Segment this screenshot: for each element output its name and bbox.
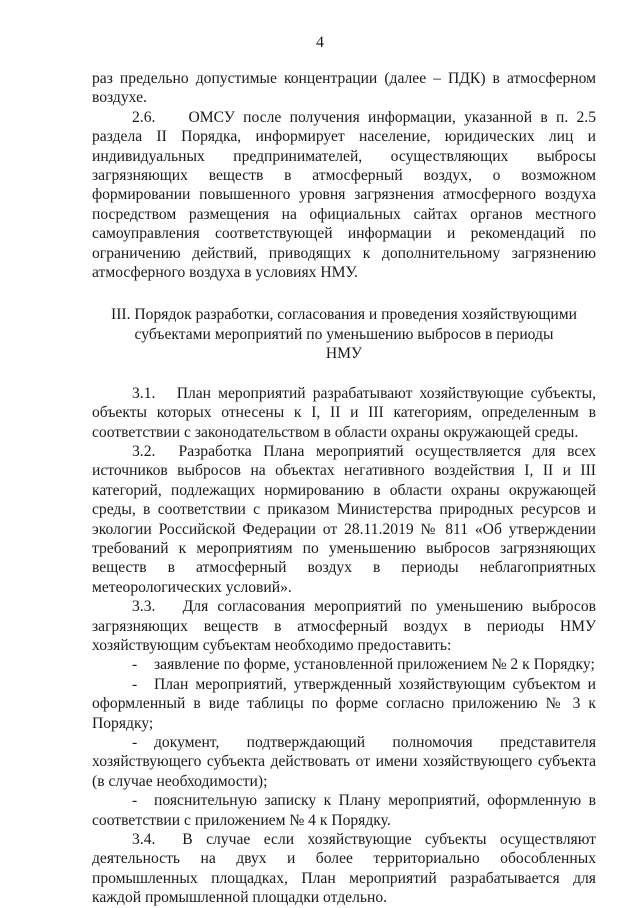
paragraph-3-4: 3.4. В случае если хозяйствующие субъекты осуществляют деятельность на двух и более территориально обособленных промышленных площадках, План мероприятий разрабатывается для каждой промышленной площадки отдельно.	[92, 831, 596, 907]
list-item-text: заявление по форме, установленной приложением № 2 к Порядку;	[154, 656, 595, 674]
list-item	[92, 733, 596, 791]
heading-line: НМУ	[325, 345, 363, 363]
page-number: 4	[316, 34, 324, 51]
continuation-paragraph: раз предельно допустимые концентрации (далее – ПДК) в атмосферном воздухе.	[92, 70, 596, 107]
list-item	[92, 655, 596, 674]
list-item-text: документ, подтверждающий полномочия представителя хозяйствующего субъекта действовать от имени хозяйствующего субъекта (в случае необходимости);	[92, 734, 596, 790]
paragraph-3-3: 3.3. Для согласования мероприятий по уменьшению выбросов загрязняющих веществ в атмосферный воздух в периоды НМУ хозяйствующим субъектам необходимо предоставить:	[92, 598, 596, 654]
bullet-dash: -	[132, 734, 138, 751]
section-3-heading	[92, 305, 596, 363]
heading-line: III. Порядок разработки, согласования и проведения хозяйствующими	[111, 306, 577, 324]
paragraph-3-1: 3.1. План мероприятий разрабатывают хозяйствующие субъекты, объекты которых отнесены к I, II и III категориям, определенным в соответствии с законодательством в области охраны окружающей среды.	[92, 384, 596, 441]
list-item	[92, 675, 596, 733]
bullet-dash: -	[132, 675, 138, 693]
paragraph-3-2: 3.2. Разработка Плана мероприятий осуществляется для всех источников выбросов на объектах негативного воздействия I, II и III категорий, подлежащих нормированию в области охраны окружающей среды, в соответствии с приказом Министерства природных ресурсов и экологии Российской Федерации от 28.11.2019 № 811 «Об утверждении требований к мероприятиям по уменьшению выбросов загрязняющих веществ в атмосферный воздух в периоды неблагоприятных метеорологических условий».	[92, 442, 596, 596]
document-body	[92, 69, 596, 908]
paragraph-2-6: 2.6. ОМСУ после получения информации, указанной в п. 2.5 раздела II Порядка, информирует население, юридических лиц и индивидуальных предпринимателей, осуществляющих выбросы загрязняющих веществ в атмосферный воздух, о возможном формировании повышенного уровня загрязнения атмосферного воздуха посредством размещения на официальных сайтах органов местного самоуправления соответствующей информации и рекомендаций по ограничению действий, приводящих к дополнительному загрязнению атмосферного воздуха в условиях НМУ.	[92, 108, 596, 282]
list-item-text: План мероприятий, утвержденный хозяйствующим субъектом и оформленный в виде таблицы по форме согласно приложению № 3 к Порядку;	[92, 675, 596, 732]
list-item-text: пояснительную записку к Плану мероприятий, оформленную в соответствии с приложением № 4 к Порядку.	[92, 792, 596, 829]
bullet-dash: -	[132, 792, 138, 810]
bullet-dash: -	[132, 656, 138, 674]
heading-line: субъектами мероприятий по уменьшению выбросов в периоды	[134, 325, 554, 343]
list-item	[92, 791, 596, 830]
